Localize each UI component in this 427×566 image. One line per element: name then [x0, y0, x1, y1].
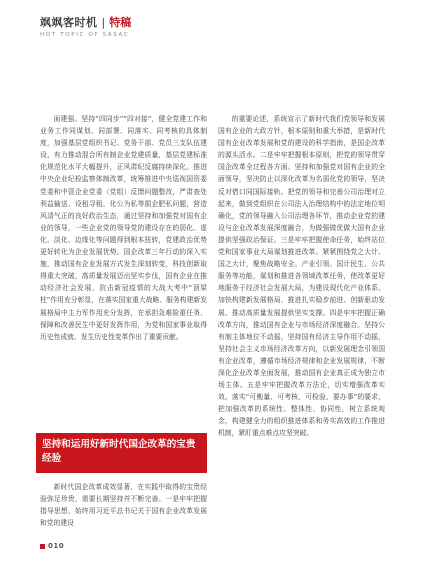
section-label: 特稿	[109, 16, 132, 29]
left-column-text-2	[40, 481, 207, 529]
section-heading-text: 坚持和运用好新时代国企改革的宝贵经验	[42, 439, 196, 465]
footer-square-icon	[40, 544, 45, 549]
left-column-text	[40, 113, 207, 343]
page-number: 010	[48, 542, 65, 550]
header-subtitle: HOT TOPIC OF SASAC	[40, 32, 130, 38]
header-separator: |	[101, 16, 106, 29]
section-heading	[36, 433, 207, 473]
page-header	[40, 14, 131, 38]
left-paragraph-2: 新时代国企改革成效显著，在实践中取得的宝贵经验弥足珍贵，需要长期坚持并不断完善。一是牢牢把握指导思想，始终用习近平总书记关于国有企业改革发展和党的建设	[40, 483, 207, 528]
left-paragraph: 面建强。坚持“四同步”“四对接”，健全党建工作和业务工作同谋划、同部署、同落实、同考核的具体制度，加强基层党组织书记、党务干部、党员三支队伍建设，有力推动混合所有制企业党建质量，基层党建标准化规范化水平大幅提升，正风肃纪反腐持续深化。推进中央企业纪检监察体制改革，统筹推进中央巡视国资委党委和中管企业党委（党组）反馈问题整改，严肃查处利益输送、设租寻租、化公为私等损企肥私问题，营造风清气正的良好政治生态，通过坚持和加强党对国有企业的领导，一些企业党的领导党的建设存在的弱化、虚化、淡化、边缘化等问题得到根本扭转，党建政治优势更好转化为企业发展优势。国企改革三年行动的深入实施，推动国有企业发展方式发生深刻转变，科技创新取得重大突破，高质量发展迈出坚实步伐，国有企业在推动经济社会发展、抗击新冠疫情的大战大考中“顶梁柱”作用充分彰显，在落实国家重大战略、服务构建新发展格局中主力军作用充分发挥，在承担急难险重任务、保障和改善民生中更好发挥作用，为党和国家事业取得历史性成就、发生历史性变革作出了重要贡献。	[40, 115, 207, 341]
right-column-text	[218, 113, 385, 440]
magazine-title: 飒飒客时机	[40, 16, 98, 29]
header-title-row	[40, 14, 131, 30]
right-paragraph: 的重要论述，系统宣示了新时代我们党领导和发展国有企业的大政方针，根本原则和重大举措，是新时代国有企业改革发展和党的建设的科学指南，是国企改革的源头活水。二是牢牢把握根本原则，把党的领导贯穿国企改革全过程各方面。坚持和加强党对国有企业的全面领导，坚决防止以深化改革为名弱化党的领导，坚决反对借口同国际接轨、把党的领导和完善公司治理对立起来，做到党组织在公司法人治理结构中的法定地位明确化，党的领导融入公司治理各环节，推动企业党的建设与企业改革发展深度融合，为做强做优做大国有企业提供坚强政治保证。三是牢牢把握使命任务，始终站位党和国家事业大局谋划推进改革。紧紧围绕党之大计、国之大计，聚焦战略安全、产业引领、国计民生、公共服务等功能，谋划和推进各领域改革任务，使改革更好地服务于经济社会发展大局，为建设现代化产业体系、加快构建新发展格局、推进扎实稳步前进、创新驱动发展、推动高质量发展提供坚实支撑。四是牢牢把握正确改革方向，推动国有企业与市场经济深度融合。坚持公有制主体地位不动摇，坚持国有经济主导作用不动摇，坚持社会主义市场经济改革方向，以新发展理念引领国有企业改革，遵循市场经济规律和企业发展规律，不断深化企业改革全面发展，推动国有企业真正成为独立市场主体。五是牢牢把握改革方法论，切实增强改革实效。落实“可衡量、可考核、可检验、要办事”的要求，把加强改革的系统性、整体性、协同性，树立系统观念，构建健全力的组织推进体系和务实高效的工作推进机制，紧盯重点难点攻坚突破。	[218, 115, 385, 438]
page-footer	[40, 542, 64, 550]
